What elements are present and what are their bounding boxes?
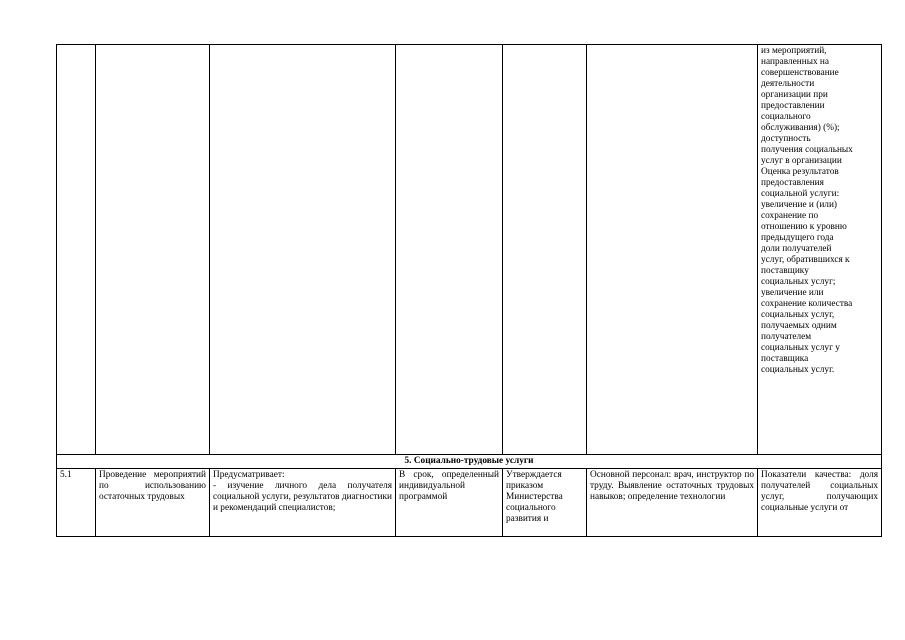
cell-tariff-empty — [503, 45, 587, 455]
cell-indicators: Показатели качества: доля получателей социальных услуг, получающих социальные услуги от — [758, 469, 882, 537]
cell-indicators-continuation: из мероприятий, направленных на совершенствование деятельности организации при предоставлении социального обслуживания) (%); доступность получения социальных услуг в организации Оценка результатов предоставления социальной услуги: увеличение и (или) сохранение по отношению к уровню предыдущего года доли получателей услуг, обратившихся к поставщику социальных услуг; увеличение или сохранение количества социальных услуг, получаемых одним получателем социальных услуг у поставщика социальных услуг. — [758, 45, 882, 455]
cell-term: В срок, определенный индивидуальной программой — [396, 469, 503, 537]
section-title: 5. Социально-трудовые услуги — [57, 455, 882, 469]
cell-row-number: 5.1 — [57, 469, 96, 537]
section-header-row — [57, 455, 882, 469]
cell-service-name-empty — [96, 45, 210, 455]
cell-tariff: Утверждается приказом Министерства социального развития и — [503, 469, 587, 537]
cell-conditions-empty — [587, 45, 758, 455]
cell-description-empty — [210, 45, 396, 455]
cell-description: Предусматривает: - изучение личного дела получателя социальной услуги, результатов диагностики и рекомендаций специалистов; — [210, 469, 396, 537]
cell-number-empty — [57, 45, 96, 455]
cell-term-empty — [396, 45, 503, 455]
cell-service-name: Проведение мероприятий по использованию остаточных трудовых — [96, 469, 210, 537]
cell-conditions: Основной персонал: врач, инструктор по труду. Выявление остаточных трудовых навыков; определение технологии — [587, 469, 758, 537]
table-row-5-1 — [57, 469, 882, 537]
services-table — [56, 44, 882, 537]
table-row-continuation — [57, 45, 882, 455]
